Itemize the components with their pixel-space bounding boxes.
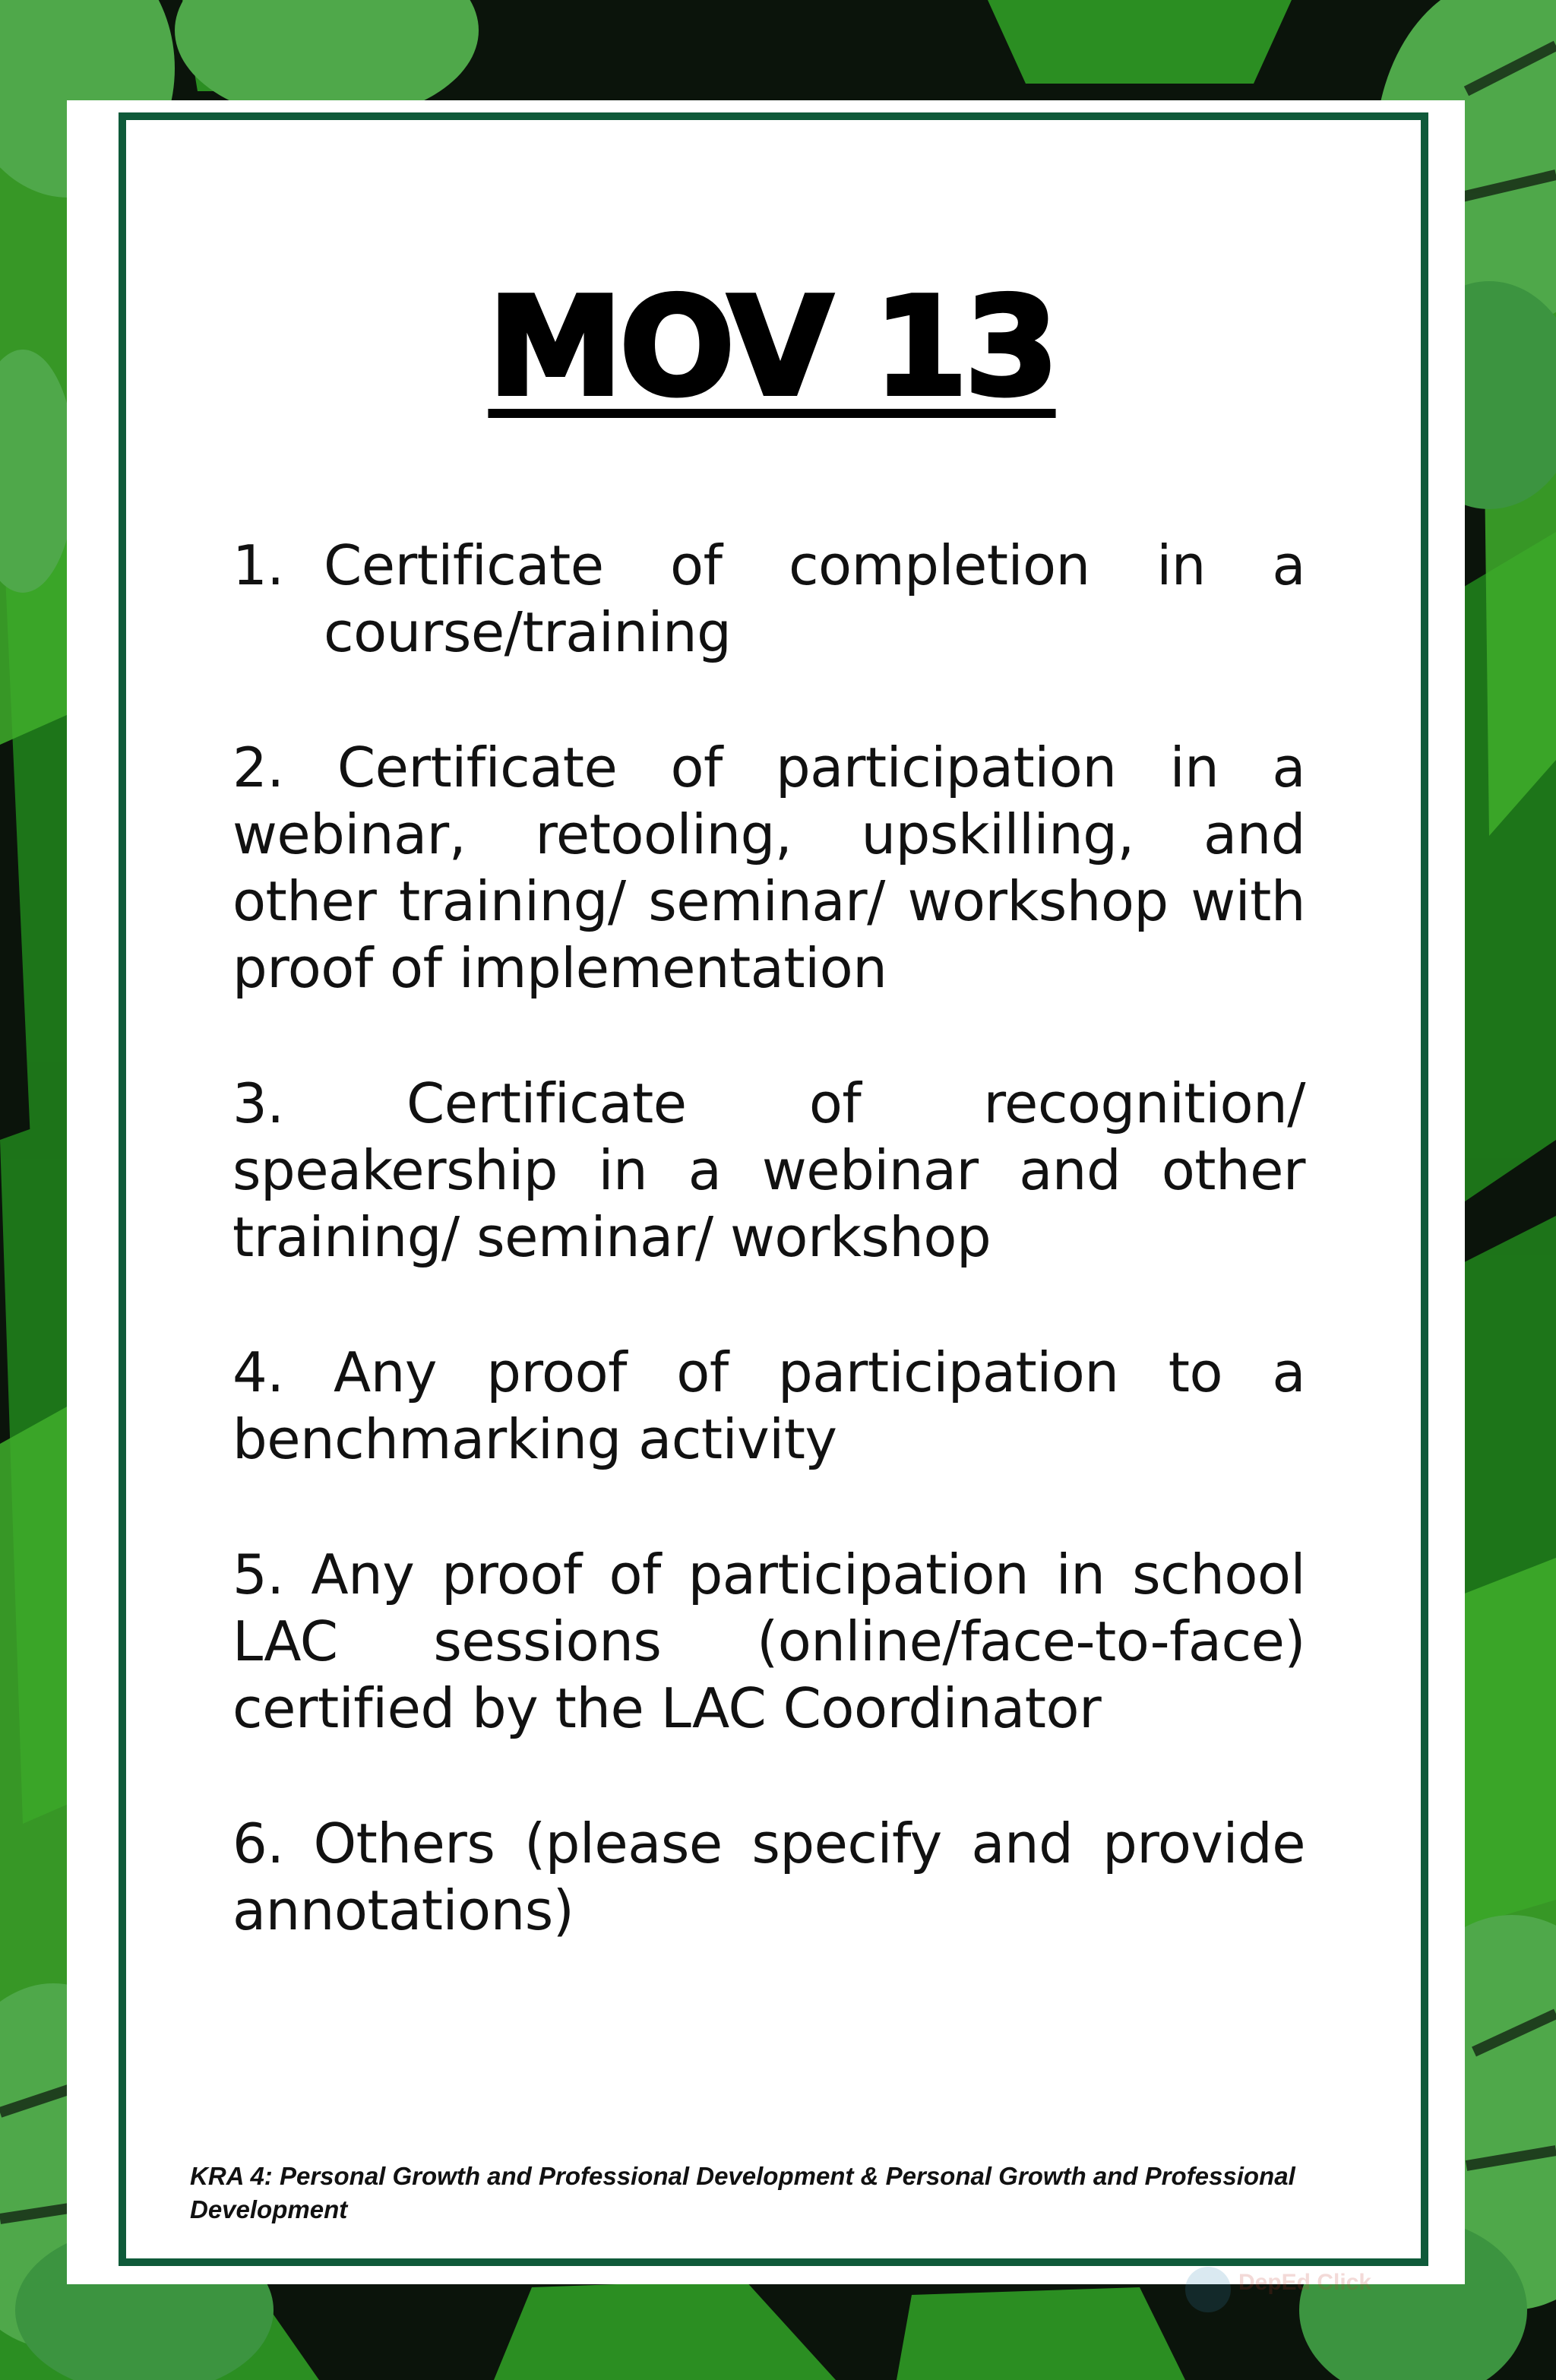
- list-item: [232, 1810, 1305, 1944]
- item-text: Certificate of completion in a course/training: [324, 533, 1305, 664]
- item-text: Certificate of recognition/ speakership in a webinar and other training/ seminar/ workshop: [232, 1071, 1305, 1269]
- list-item: [232, 1070, 1305, 1271]
- list-item: [232, 1339, 1305, 1473]
- item-text: Certificate of participation in a webinar, retooling, upskilling, and other training/ seminar/ workshop with proof of implementation: [232, 736, 1305, 1000]
- item-number: 2.: [232, 736, 337, 799]
- list-item: [232, 734, 1305, 1002]
- item-text: Any proof of participation to a benchmarking activity: [232, 1340, 1305, 1471]
- page-title: [0, 268, 1544, 426]
- title-text: MOV 13: [488, 268, 1056, 426]
- watermark-logo: [1178, 2255, 1375, 2324]
- item-number: 3.: [232, 1071, 407, 1135]
- item-number: 1.: [232, 533, 284, 597]
- kra-footer: KRA 4: Personal Growth and Professional Development & Personal Growth and Professional Development: [190, 2162, 1295, 2223]
- watermark-text: DepEd Click: [1238, 2270, 1372, 2295]
- requirements-list: [232, 532, 1305, 2012]
- list-item: [232, 1541, 1305, 1742]
- item-number: 5.: [232, 1543, 312, 1606]
- item-text: Others (please specify and provide annotations): [232, 1812, 1305, 1942]
- item-number: 6.: [232, 1812, 314, 1875]
- list-item: [232, 532, 1305, 666]
- item-number: 4.: [232, 1340, 334, 1404]
- item-text: Any proof of participation in school LAC sessions (online/face-to-face) certified by the LAC Coordinator: [232, 1543, 1305, 1740]
